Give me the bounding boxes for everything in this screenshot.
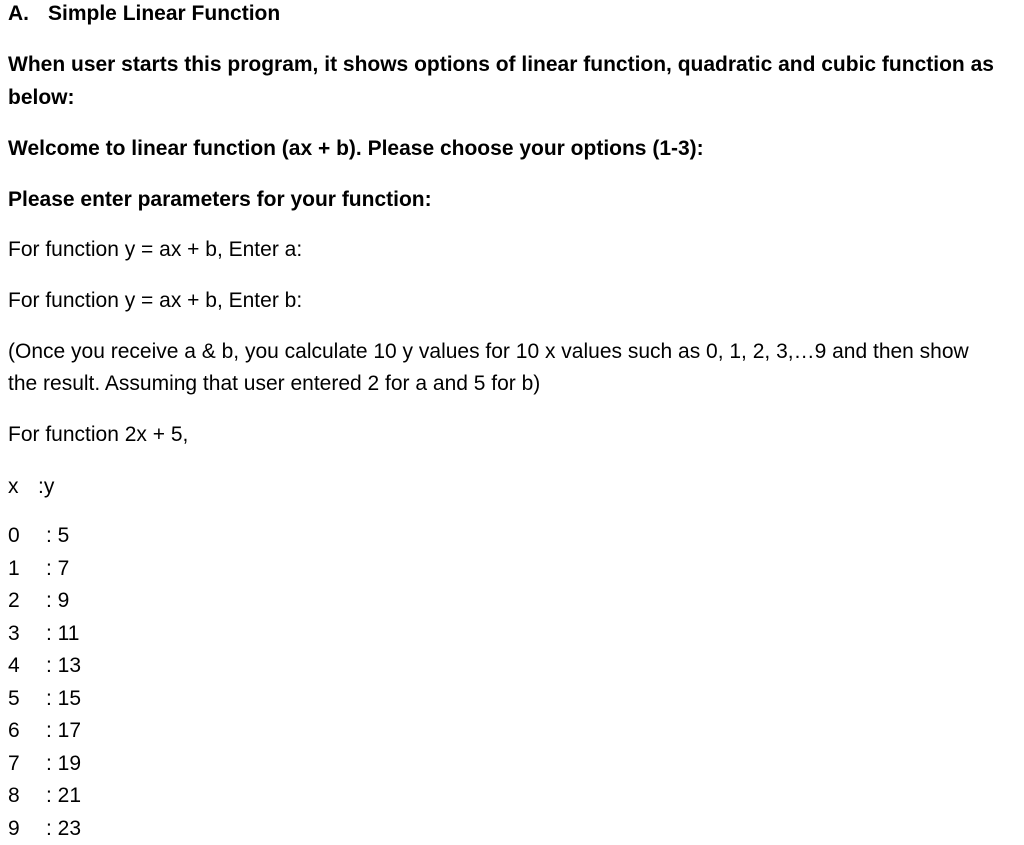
intro-line-2: below: bbox=[8, 86, 75, 109]
section-heading bbox=[8, 0, 280, 28]
row-y: : 15 bbox=[46, 687, 82, 710]
row-y: : 11 bbox=[46, 622, 80, 645]
row-y: : 21 bbox=[46, 784, 82, 807]
row-x: 4 bbox=[8, 654, 20, 677]
row-x: 0 bbox=[8, 524, 20, 547]
enter-b-prompt: For function y = ax + b, Enter b: bbox=[8, 289, 303, 312]
row-x: 7 bbox=[8, 752, 20, 775]
intro-line-1: When user starts this program, it shows options of linear function, quadratic and cubic function as bbox=[8, 53, 994, 76]
row-x: 9 bbox=[8, 817, 20, 840]
table-row bbox=[8, 522, 69, 550]
table-row bbox=[8, 815, 81, 843]
row-x: 2 bbox=[8, 589, 20, 612]
row-y: : 5 bbox=[46, 524, 70, 547]
row-x: 8 bbox=[8, 784, 20, 807]
section-title: Simple Linear Function bbox=[48, 2, 281, 25]
header-x: x bbox=[8, 475, 19, 498]
note-line-1: (Once you receive a & b, you calculate 10 y values for 10 x values such as 0, 1, 2, 3,…9 and then show bbox=[8, 340, 969, 363]
table-row bbox=[8, 620, 79, 648]
welcome-text: Welcome to linear function (ax + b). Please choose your options (1-3): bbox=[8, 137, 704, 160]
row-y: : 17 bbox=[46, 719, 82, 742]
row-x: 1 bbox=[8, 557, 20, 580]
row-y: : 19 bbox=[46, 752, 82, 775]
row-x: 6 bbox=[8, 719, 20, 742]
table-row bbox=[8, 717, 81, 745]
table-row bbox=[8, 782, 81, 810]
header-y: :y bbox=[38, 475, 55, 498]
row-y: : 9 bbox=[46, 589, 70, 612]
params-prompt: Please enter parameters for your function: bbox=[8, 188, 432, 211]
table-row bbox=[8, 587, 69, 615]
note-line-2: the result. Assuming that user entered 2 for a and 5 for b) bbox=[8, 372, 541, 395]
row-y: : 7 bbox=[46, 557, 70, 580]
table-row bbox=[8, 555, 69, 583]
enter-a-prompt: For function y = ax + b, Enter a: bbox=[8, 238, 303, 261]
section-letter: A. bbox=[8, 2, 29, 25]
row-x: 5 bbox=[8, 687, 20, 710]
table-row bbox=[8, 750, 81, 778]
table-row bbox=[8, 685, 81, 713]
result-label: For function 2x + 5, bbox=[8, 423, 189, 446]
row-y: : 23 bbox=[46, 817, 82, 840]
row-x: 3 bbox=[8, 622, 20, 645]
table-row bbox=[8, 652, 81, 680]
row-y: : 13 bbox=[46, 654, 82, 677]
table-header bbox=[8, 473, 54, 501]
